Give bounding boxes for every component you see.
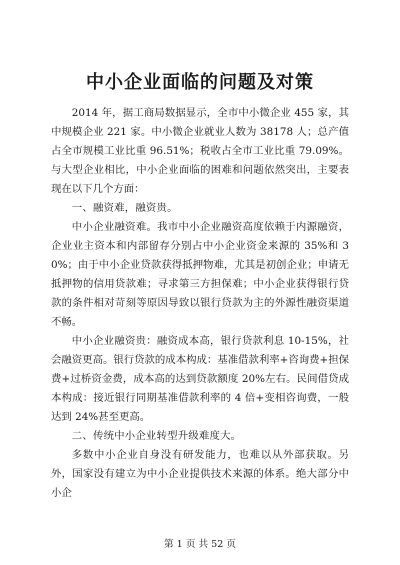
- financing-difficulty-paragraph: 中小企业融资难。我市中小企业融资高度依赖于内源融资，企业业主资本和内部留存分别占中小企业资金来源的 35%和 30%；由于中小企业贷款获得抵押物难，尤其是初创企业；申请无抵押物的信用贷款难；寻求第三方担保难；中小企业获得银行贷款的条件相对苛刻等原因导致以银行贷款为主的外源性融资渠道不畅。: [51, 221, 349, 328]
- page-number-footer: 第 1 页 共 52 页: [164, 539, 236, 550]
- intro-paragraph: 2014 年，据工商局数据显示，全市中小微企业 455 家，其中规模企业 221 家。中小微企业就业人数为 38178 人；总产值占全市规模工业比重 96.51%；税收占全市工业比重 79.09%。与大型企业相比，中小企业面临的困难和问题依然突出，主要表现在以下几个方面：: [51, 107, 349, 195]
- page-title: 中小企业面临的问题及对策: [86, 72, 314, 93]
- section-heading-financing: 一、融资难，融资贵。: [71, 202, 178, 214]
- transformation-paragraph: 多数中小企业自身没有研发能力，也难以从外部获取。另外，国家没有建立为中小企业提供技术来源的体系。绝大部分中小企: [51, 449, 349, 499]
- financing-cost-paragraph: 中小企业融资贵：融资成本高，银行贷款利息 10-15%，社会融资更高。银行贷款的成本构成：基准借款利率+咨询费+担保费+过桥资金费，成本高的达到贷款额度 20%左右。民间借贷成本构成：接近银行同期基准借款利率的 4 倍+变相咨询费，一般达到 24%甚至更高。: [51, 335, 349, 423]
- section-heading-transformation: 二、传统中小企业转型升级难度大。: [71, 430, 242, 442]
